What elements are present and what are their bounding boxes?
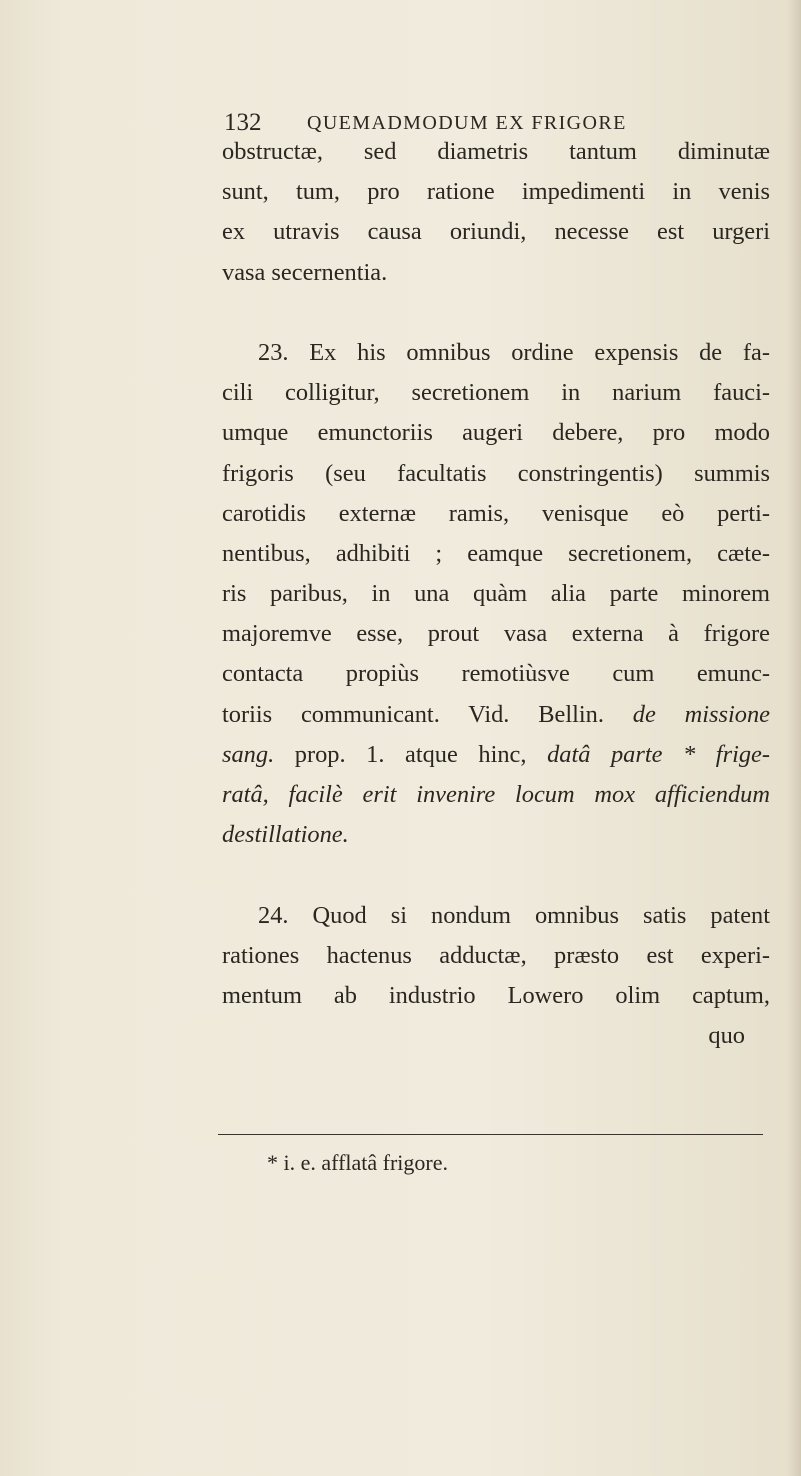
text-line: mentum ab industrio Lowero olim captum, — [222, 981, 770, 1009]
text-line: contacta propiùs remotiùsve cum emunc- — [222, 660, 770, 688]
text-line: ris paribus, in una quàm alia parte minorem — [222, 580, 770, 608]
page-number: 132 — [224, 109, 262, 136]
paragraph-gap — [222, 293, 770, 333]
text-line — [222, 695, 770, 735]
text-line: umque emunctoriis augeri debere, pro modo — [222, 419, 770, 447]
italic-run: sang. — [222, 740, 275, 768]
page-edge-shadow — [787, 0, 801, 1476]
text-line: 23. Ex his omnibus ordine expensis de fa- — [258, 338, 770, 366]
text-line: vasa secernentia. — [222, 258, 388, 286]
italic-run: ratâ, facilè erit invenire locum mox afficiendum — [222, 781, 770, 808]
text-line — [222, 735, 770, 775]
text-line: sunt, tum, pro ratione impedimenti in venis — [222, 178, 770, 206]
text-line: nentibus, adhibiti ; eamque secretionem, cæte- — [222, 539, 770, 567]
running-head: QUEMADMODUM EX FRIGORE — [307, 112, 627, 134]
footnote-rule — [218, 1134, 763, 1135]
italic-run: de missione — [632, 700, 770, 728]
text-line: frigoris (seu facultatis constringentis) summis — [222, 459, 770, 487]
body-text — [222, 132, 770, 1056]
text-line: carotidis externæ ramis, venisque eò perti- — [222, 499, 770, 527]
text-line: majoremve esse, prout vasa externa à frigore — [222, 620, 770, 648]
text-line: cili colligitur, secretionem in narium fauci- — [222, 379, 770, 407]
paragraph-gap — [222, 855, 770, 895]
text-line — [222, 815, 770, 855]
footnote: * i. e. afflatâ frigore. — [267, 1150, 449, 1175]
catchword: quo — [708, 1022, 745, 1050]
text-line: obstructæ, sed diametris tantum diminutæ — [222, 138, 770, 165]
italic-run: datâ parte * frige- — [547, 740, 770, 768]
text-line: ex utravis causa oriundi, necesse est urgeri — [222, 218, 770, 246]
text-line: rationes hactenus adductæ, præsto est experi- — [222, 941, 770, 969]
text-run: toriis communicant. Vid. Bellin. — [222, 700, 604, 728]
text-line: 24. Quod si nondum omnibus satis patent — [258, 901, 770, 929]
text-run: prop. 1. atque hinc, — [294, 740, 527, 768]
italic-run: destillatione. — [222, 821, 349, 849]
text-line — [222, 775, 770, 815]
